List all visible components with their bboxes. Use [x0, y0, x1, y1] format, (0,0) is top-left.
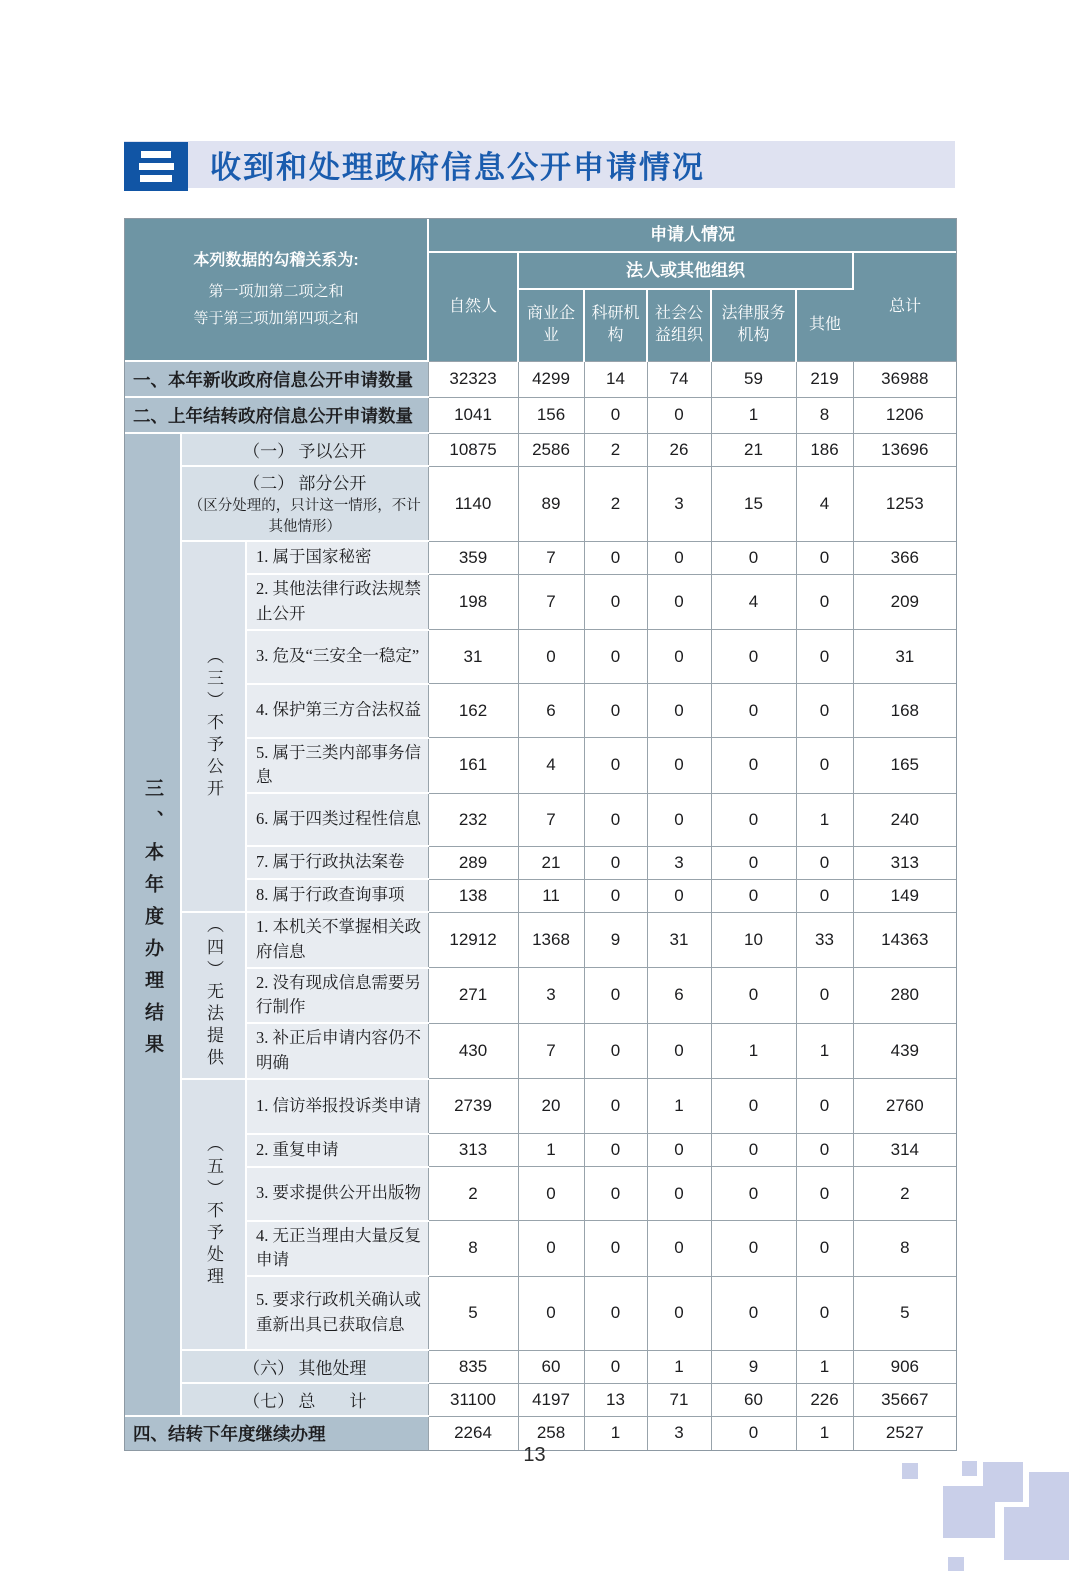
value-cell: 0: [647, 541, 711, 574]
value-cell: 11: [518, 879, 584, 912]
value-cell: 219: [796, 361, 853, 397]
value-cell: 32323: [428, 361, 518, 397]
value-cell: 430: [428, 1023, 518, 1079]
col-header-public-welfare: 社会公益组织: [647, 289, 711, 361]
value-cell: 3: [647, 1416, 711, 1450]
col-header-total: 总计: [853, 252, 956, 361]
row-label: 四、结转下年度继续办理: [125, 1416, 428, 1450]
value-cell: 3: [647, 466, 711, 541]
row-label: 2. 其他法律行政法规禁止公开: [246, 574, 428, 630]
corner-note-line3: 等于第三项加第四项之和: [193, 310, 359, 327]
value-cell: 2527: [853, 1416, 956, 1450]
value-cell: 3: [647, 846, 711, 879]
value-cell: 31: [647, 912, 711, 968]
value-cell: 36988: [853, 361, 956, 397]
value-cell: 8: [796, 397, 853, 433]
table-row: [125, 397, 956, 433]
value-cell: 0: [711, 1221, 796, 1277]
value-cell: 59: [711, 361, 796, 397]
col-header-other: 其他: [796, 289, 853, 361]
value-cell: 0: [711, 1167, 796, 1221]
value-cell: 13: [584, 1383, 647, 1416]
value-cell: 0: [647, 1276, 711, 1350]
value-cell: 0: [796, 1079, 853, 1134]
value-cell: 2760: [853, 1079, 956, 1134]
decor-square: [943, 1486, 995, 1538]
value-cell: 1: [796, 1416, 853, 1450]
col-header-commercial: 商业企业: [518, 289, 584, 361]
value-cell: 232: [428, 793, 518, 846]
value-cell: 31: [428, 630, 518, 684]
value-cell: 26: [647, 433, 711, 466]
value-cell: 0: [647, 738, 711, 794]
value-cell: 1: [647, 1079, 711, 1134]
table-row: [125, 1276, 956, 1350]
value-cell: 0: [584, 1079, 647, 1134]
value-cell: 2264: [428, 1416, 518, 1450]
value-cell: 4197: [518, 1383, 584, 1416]
value-cell: 0: [584, 541, 647, 574]
value-cell: 21: [711, 433, 796, 466]
value-cell: 0: [796, 846, 853, 879]
col-header-natural-person: 自然人: [428, 252, 518, 361]
value-cell: 2: [853, 1167, 956, 1221]
table-row: [125, 1079, 956, 1134]
value-cell: 71: [647, 1383, 711, 1416]
row-label: （一） 予以公开: [181, 433, 428, 466]
row-label: 一、本年新收政府信息公开申请数量: [125, 361, 428, 397]
value-cell: 280: [853, 968, 956, 1024]
col-header-research: 科研机构: [584, 289, 647, 361]
decor-square: [902, 1463, 918, 1479]
value-cell: 0: [518, 1167, 584, 1221]
row-label-note: （区分处理的，只计这一情形，不计其他情形）: [188, 498, 421, 536]
table-row: [125, 738, 956, 794]
value-cell: 226: [796, 1383, 853, 1416]
table-row: [125, 433, 956, 466]
value-cell: 271: [428, 968, 518, 1024]
decor-square: [962, 1461, 977, 1476]
table-row: [125, 630, 956, 684]
group-label-not-processed: （五）不予处理: [181, 1079, 246, 1351]
value-cell: 4: [711, 574, 796, 630]
table-row: [125, 1350, 956, 1383]
value-cell: 0: [584, 1023, 647, 1079]
value-cell: 0: [584, 1167, 647, 1221]
value-cell: 0: [647, 1023, 711, 1079]
value-cell: 906: [853, 1350, 956, 1383]
value-cell: 8: [853, 1221, 956, 1277]
row-label: 2. 重复申请: [246, 1134, 428, 1167]
value-cell: 0: [647, 1167, 711, 1221]
value-cell: 6: [518, 684, 584, 738]
value-cell: 0: [711, 630, 796, 684]
value-cell: 0: [796, 1276, 853, 1350]
value-cell: 0: [647, 574, 711, 630]
value-cell: 258: [518, 1416, 584, 1450]
value-cell: 0: [647, 793, 711, 846]
value-cell: 0: [796, 1134, 853, 1167]
value-cell: 7: [518, 1023, 584, 1079]
row-label: 3. 要求提供公开出版物: [246, 1167, 428, 1221]
value-cell: 60: [518, 1350, 584, 1383]
row-label: 7. 属于行政执法案卷: [246, 846, 428, 879]
value-cell: 12912: [428, 912, 518, 968]
value-cell: 31100: [428, 1383, 518, 1416]
value-cell: 289: [428, 846, 518, 879]
row-label: 1. 本机关不掌握相关政府信息: [246, 912, 428, 968]
value-cell: 14363: [853, 912, 956, 968]
value-cell: 0: [584, 397, 647, 433]
section-label-results: 三、本年度办理结果: [125, 433, 181, 1416]
value-cell: 0: [711, 1416, 796, 1450]
value-cell: 168: [853, 684, 956, 738]
value-cell: 0: [711, 879, 796, 912]
row-label: 4. 保护第三方合法权益: [246, 684, 428, 738]
value-cell: 138: [428, 879, 518, 912]
value-cell: 33: [796, 912, 853, 968]
row-label: 3. 危及“三安全一稳定”: [246, 630, 428, 684]
value-cell: 20: [518, 1079, 584, 1134]
value-cell: 313: [853, 846, 956, 879]
table-row: [125, 1383, 956, 1416]
value-cell: 162: [428, 684, 518, 738]
value-cell: 35667: [853, 1383, 956, 1416]
value-cell: 0: [796, 630, 853, 684]
value-cell: 0: [647, 630, 711, 684]
value-cell: 15: [711, 466, 796, 541]
value-cell: 9: [711, 1350, 796, 1383]
value-cell: 0: [647, 1134, 711, 1167]
row-label: 5. 属于三类内部事务信息: [246, 738, 428, 794]
value-cell: 1: [584, 1416, 647, 1450]
value-cell: 4299: [518, 361, 584, 397]
value-cell: 0: [584, 738, 647, 794]
value-cell: 0: [796, 541, 853, 574]
value-cell: 0: [584, 1276, 647, 1350]
group-label-no-disclosure: （三）不予公开: [181, 541, 246, 912]
row-label: （六） 其他处理: [181, 1350, 428, 1383]
table-row: [125, 912, 956, 968]
value-cell: 0: [796, 738, 853, 794]
value-cell: 0: [584, 968, 647, 1024]
value-cell: 156: [518, 397, 584, 433]
row-label: 4. 无正当理由大量反复申请: [246, 1221, 428, 1277]
table-row: [125, 574, 956, 630]
value-cell: 240: [853, 793, 956, 846]
value-cell: 149: [853, 879, 956, 912]
value-cell: 3: [518, 968, 584, 1024]
value-cell: 0: [796, 574, 853, 630]
value-cell: 0: [711, 846, 796, 879]
value-cell: 1: [647, 1350, 711, 1383]
value-cell: 198: [428, 574, 518, 630]
value-cell: 439: [853, 1023, 956, 1079]
corner-note-line1: 本列数据的勾稽关系为:: [193, 252, 359, 270]
value-cell: 1041: [428, 397, 518, 433]
decor-square: [948, 1557, 964, 1571]
row-label: 3. 补正后申请内容仍不明确: [246, 1023, 428, 1079]
value-cell: 0: [711, 968, 796, 1024]
value-cell: 0: [711, 738, 796, 794]
value-cell: 0: [796, 1167, 853, 1221]
corner-note: [125, 219, 428, 361]
table-row: [125, 879, 956, 912]
value-cell: 0: [518, 630, 584, 684]
value-cell: 0: [711, 684, 796, 738]
col-header-applicant: 申请人情况: [428, 219, 956, 252]
col-header-legal-service: 法律服务机构: [711, 289, 796, 361]
table-row: [125, 541, 956, 574]
value-cell: 0: [518, 1276, 584, 1350]
value-cell: 14: [584, 361, 647, 397]
corner-note-line2: 第一项加第二项之和: [208, 284, 344, 301]
value-cell: 0: [796, 1221, 853, 1277]
decor-square: [1004, 1507, 1069, 1560]
table-row: [125, 1221, 956, 1277]
value-cell: 1: [796, 1350, 853, 1383]
value-cell: 0: [796, 968, 853, 1024]
value-cell: 5: [853, 1276, 956, 1350]
value-cell: 1140: [428, 466, 518, 541]
value-cell: 0: [647, 397, 711, 433]
value-cell: 4: [518, 738, 584, 794]
value-cell: 165: [853, 738, 956, 794]
value-cell: 0: [518, 1221, 584, 1277]
value-cell: 31: [853, 630, 956, 684]
page-number: 13: [523, 1444, 546, 1466]
row-label: 6. 属于四类过程性信息: [246, 793, 428, 846]
row-label: 5. 要求行政机关确认或重新出具已获取信息: [246, 1276, 428, 1350]
value-cell: 0: [584, 793, 647, 846]
value-cell: 5: [428, 1276, 518, 1350]
value-cell: 10: [711, 912, 796, 968]
value-cell: 2: [428, 1167, 518, 1221]
value-cell: 2586: [518, 433, 584, 466]
value-cell: 13696: [853, 433, 956, 466]
value-cell: 60: [711, 1383, 796, 1416]
table-row: [125, 846, 956, 879]
value-cell: 314: [853, 1134, 956, 1167]
value-cell: 313: [428, 1134, 518, 1167]
value-cell: 89: [518, 466, 584, 541]
value-cell: 74: [647, 361, 711, 397]
row-label: （二） 部分公开 （区分处理的，只计这一情形，不计其他情形）: [181, 466, 428, 541]
value-cell: 2: [584, 466, 647, 541]
value-cell: 0: [584, 879, 647, 912]
value-cell: 366: [853, 541, 956, 574]
value-cell: 0: [647, 1221, 711, 1277]
value-cell: 0: [796, 684, 853, 738]
value-cell: 1: [796, 793, 853, 846]
value-cell: 7: [518, 793, 584, 846]
value-cell: 0: [584, 684, 647, 738]
value-cell: 0: [711, 541, 796, 574]
value-cell: 4: [796, 466, 853, 541]
value-cell: 2: [584, 433, 647, 466]
value-cell: 0: [584, 630, 647, 684]
col-header-legal-org: 法人或其他组织: [518, 252, 853, 289]
value-cell: 9: [584, 912, 647, 968]
table-row: [125, 466, 956, 541]
value-cell: 1: [711, 397, 796, 433]
value-cell: 0: [796, 879, 853, 912]
table-row: [125, 684, 956, 738]
value-cell: 1: [711, 1023, 796, 1079]
value-cell: 0: [584, 574, 647, 630]
value-cell: 359: [428, 541, 518, 574]
row-label: 二、上年结转政府信息公开申请数量: [125, 397, 428, 433]
value-cell: 1: [518, 1134, 584, 1167]
table-row: [125, 793, 956, 846]
row-label: 1. 属于国家秘密: [246, 541, 428, 574]
table-row: [125, 1023, 956, 1079]
section-title: 收到和处理政府信息公开申请情况: [210, 150, 705, 185]
value-cell: 7: [518, 541, 584, 574]
value-cell: 2739: [428, 1079, 518, 1134]
value-cell: 8: [428, 1221, 518, 1277]
value-cell: 0: [711, 1079, 796, 1134]
value-cell: 1368: [518, 912, 584, 968]
value-cell: 0: [647, 879, 711, 912]
value-cell: 1206: [853, 397, 956, 433]
value-cell: 0: [584, 1350, 647, 1383]
row-label: 1. 信访举报投诉类申请: [246, 1079, 428, 1134]
value-cell: 0: [711, 1134, 796, 1167]
section-header-bar: [124, 141, 955, 188]
table-row: [125, 968, 956, 1024]
row-label: （七） 总 计: [181, 1383, 428, 1416]
table-row: [125, 361, 956, 397]
value-cell: 10875: [428, 433, 518, 466]
value-cell: 0: [584, 846, 647, 879]
row-label: 2. 没有现成信息需要另行制作: [246, 968, 428, 1024]
value-cell: 7: [518, 574, 584, 630]
row-label: 8. 属于行政查询事项: [246, 879, 428, 912]
value-cell: 209: [853, 574, 956, 630]
value-cell: 0: [711, 793, 796, 846]
table-row: [125, 1134, 956, 1167]
value-cell: 6: [647, 968, 711, 1024]
value-cell: 0: [584, 1221, 647, 1277]
section-number-icon: [124, 142, 188, 191]
value-cell: 186: [796, 433, 853, 466]
value-cell: 161: [428, 738, 518, 794]
applications-table: [124, 218, 957, 1451]
value-cell: 0: [647, 684, 711, 738]
value-cell: 0: [584, 1134, 647, 1167]
value-cell: 21: [518, 846, 584, 879]
value-cell: 1: [796, 1023, 853, 1079]
value-cell: 835: [428, 1350, 518, 1383]
value-cell: 1253: [853, 466, 956, 541]
table-row: [125, 1167, 956, 1221]
group-label-unable-to-provide: （四）无法提供: [181, 912, 246, 1079]
value-cell: 0: [711, 1276, 796, 1350]
